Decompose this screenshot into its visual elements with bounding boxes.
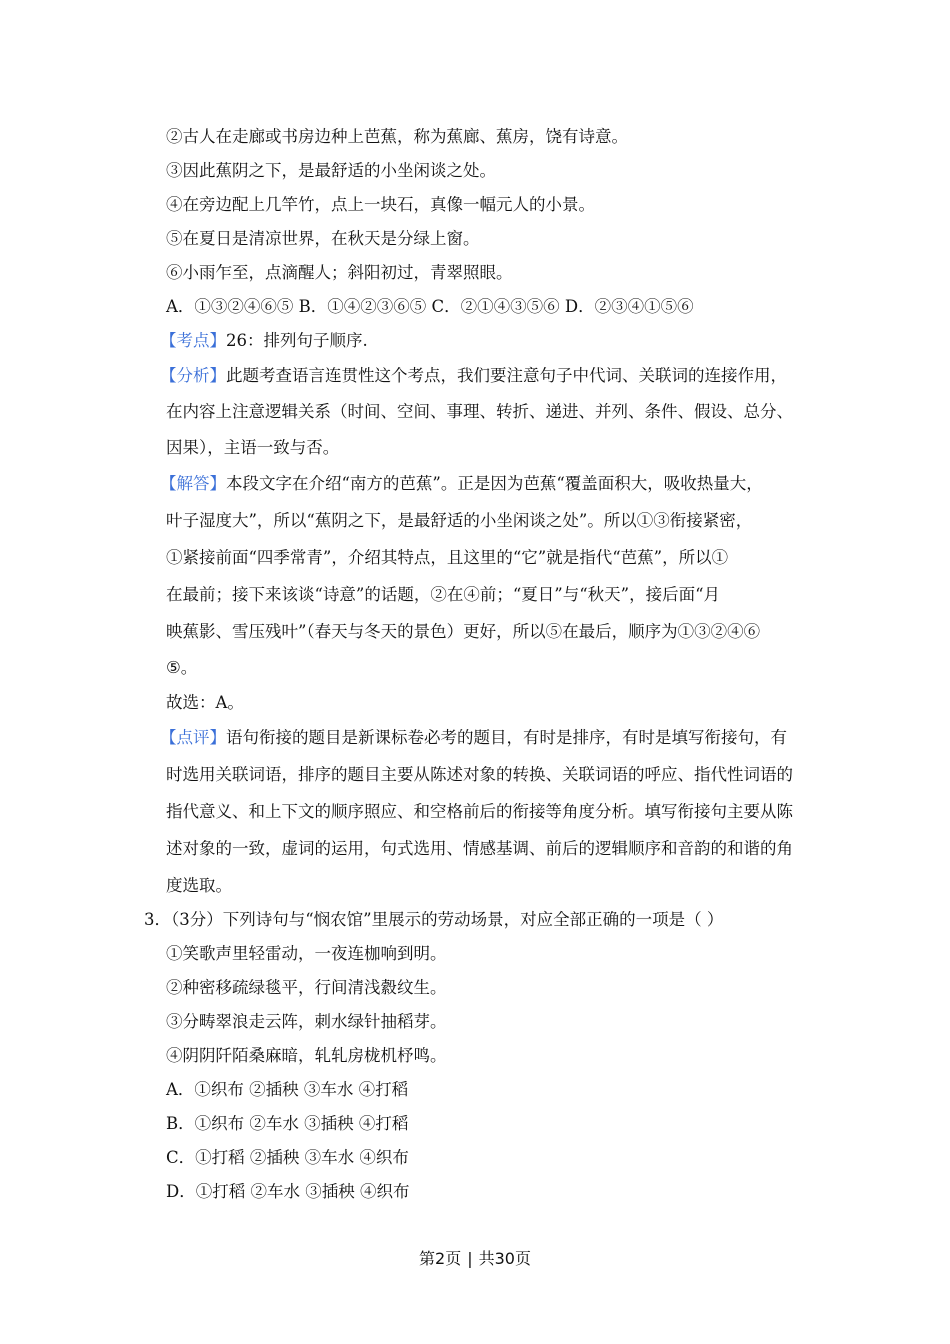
page-total: 共30页 <box>478 1249 531 1268</box>
fenxi-line: 因果），主语一致与否。 <box>166 438 340 457</box>
kaodian-tag: 【考点】 <box>160 331 226 350</box>
poem-line: ③分畴翠浪走云阵，刺水绿针抽稻芽。 <box>166 1012 447 1031</box>
page-footer <box>0 1246 950 1269</box>
option-line: ③因此蕉阴之下，是最舒适的小坐闲谈之处。 <box>166 161 496 180</box>
fenxi-line: 在内容上注意逻辑关系（时间、空间、事理、转折、递进、并列、条件、假设、总分、 <box>166 402 793 421</box>
poem-line: ②种密移疏绿毯平，行间清浅縠纹生。 <box>166 978 447 997</box>
jieda-line: 本段文字在介绍“南方的芭蕉”。正是因为芭蕉“覆盖面积大，吸收热量大， <box>226 474 763 493</box>
jieda-line: ⑤。 <box>166 658 198 677</box>
answer-option: D．①打稻 ②车水 ③插秧 ④织布 <box>166 1182 410 1201</box>
dianping-tag: 【点评】 <box>160 728 226 747</box>
conclusion: 故选：A。 <box>166 693 244 712</box>
jieda-line: 在最前；接下来该谈“诗意”的话题，②在④前；“夏日”与“秋天”，接后面“月 <box>166 585 721 604</box>
answer-choices: A．①③②④⑥⑤ B．①④②③⑥⑤ C．②①④③⑤⑥ D．②③④①⑤⑥ <box>166 297 694 316</box>
jieda-line: 映蕉影、雪压残叶”（春天与冬天的景色）更好，所以⑤在最后，顺序为①③②④⑥ <box>166 622 761 641</box>
dianping-line: 度选取。 <box>166 876 232 895</box>
jieda-tag: 【解答】 <box>160 474 226 493</box>
kaodian-text: 26：排列句子顺序. <box>226 331 368 350</box>
dianping-line: 语句衔接的题目是新课标卷必考的题目，有时是排序，有时是填写衔接句，有 <box>226 728 787 747</box>
answer-option: C．①打稻 ②插秧 ③车水 ④织布 <box>166 1148 409 1167</box>
dianping-line: 时选用关联词语，排序的题目主要从陈述对象的转换、关联词语的呼应、指代性词语的 <box>166 765 793 784</box>
poem-line: ④阴阴阡陌桑麻暗，轧轧房栊机杼鸣。 <box>166 1046 447 1065</box>
jieda-line: 叶子湿度大”，所以“蕉阴之下，是最舒适的小坐闲谈之处”。所以①③衔接紧密， <box>166 511 753 530</box>
option-line: ②古人在走廊或书房边种上芭蕉，称为蕉廊、蕉房，饶有诗意。 <box>166 127 628 146</box>
answer-option: A．①织布 ②插秧 ③车水 ④打稻 <box>166 1080 409 1099</box>
fenxi-section <box>160 365 787 387</box>
answer-option: B．①织布 ②车水 ③插秧 ④打稻 <box>166 1114 409 1133</box>
footer-separator: | <box>467 1249 473 1268</box>
fenxi-line: 此题考查语言连贯性这个考点，我们要注意句子中代词、关联词的连接作用， <box>226 366 787 385</box>
page-number: 第2页 <box>419 1249 462 1268</box>
jieda-line: ①紧接前面“四季常青”，介绍其特点，且这里的“它”就是指代“芭蕉”，所以① <box>166 548 729 567</box>
option-line: ⑤在夏日是清凉世界，在秋天是分绿上窗。 <box>166 229 480 248</box>
option-line: ④在旁边配上几竿竹，点上一块石，真像一幅元人的小景。 <box>166 195 595 214</box>
dianping-section <box>160 727 787 749</box>
jieda-section <box>160 473 763 495</box>
option-line: ⑥小雨乍至，点滴醒人；斜阳初过，青翠照眼。 <box>166 263 513 282</box>
dianping-line: 指代意义、和上下文的顺序照应、和空格前后的衔接等角度分析。填写衔接句主要从陈 <box>166 802 793 821</box>
dianping-line: 述对象的一致，虚词的运用，句式选用、情感基调、前后的逻辑顺序和音韵的和谐的角 <box>166 839 793 858</box>
kaodian-section <box>160 330 368 352</box>
question-stem: 3．（3分）下列诗句与“悯农馆”里展示的劳动场景，对应全部正确的一项是（ ） <box>144 910 724 929</box>
poem-line: ①笑歌声里轻雷动，一夜连枷响到明。 <box>166 944 447 963</box>
fenxi-tag: 【分析】 <box>160 366 226 385</box>
